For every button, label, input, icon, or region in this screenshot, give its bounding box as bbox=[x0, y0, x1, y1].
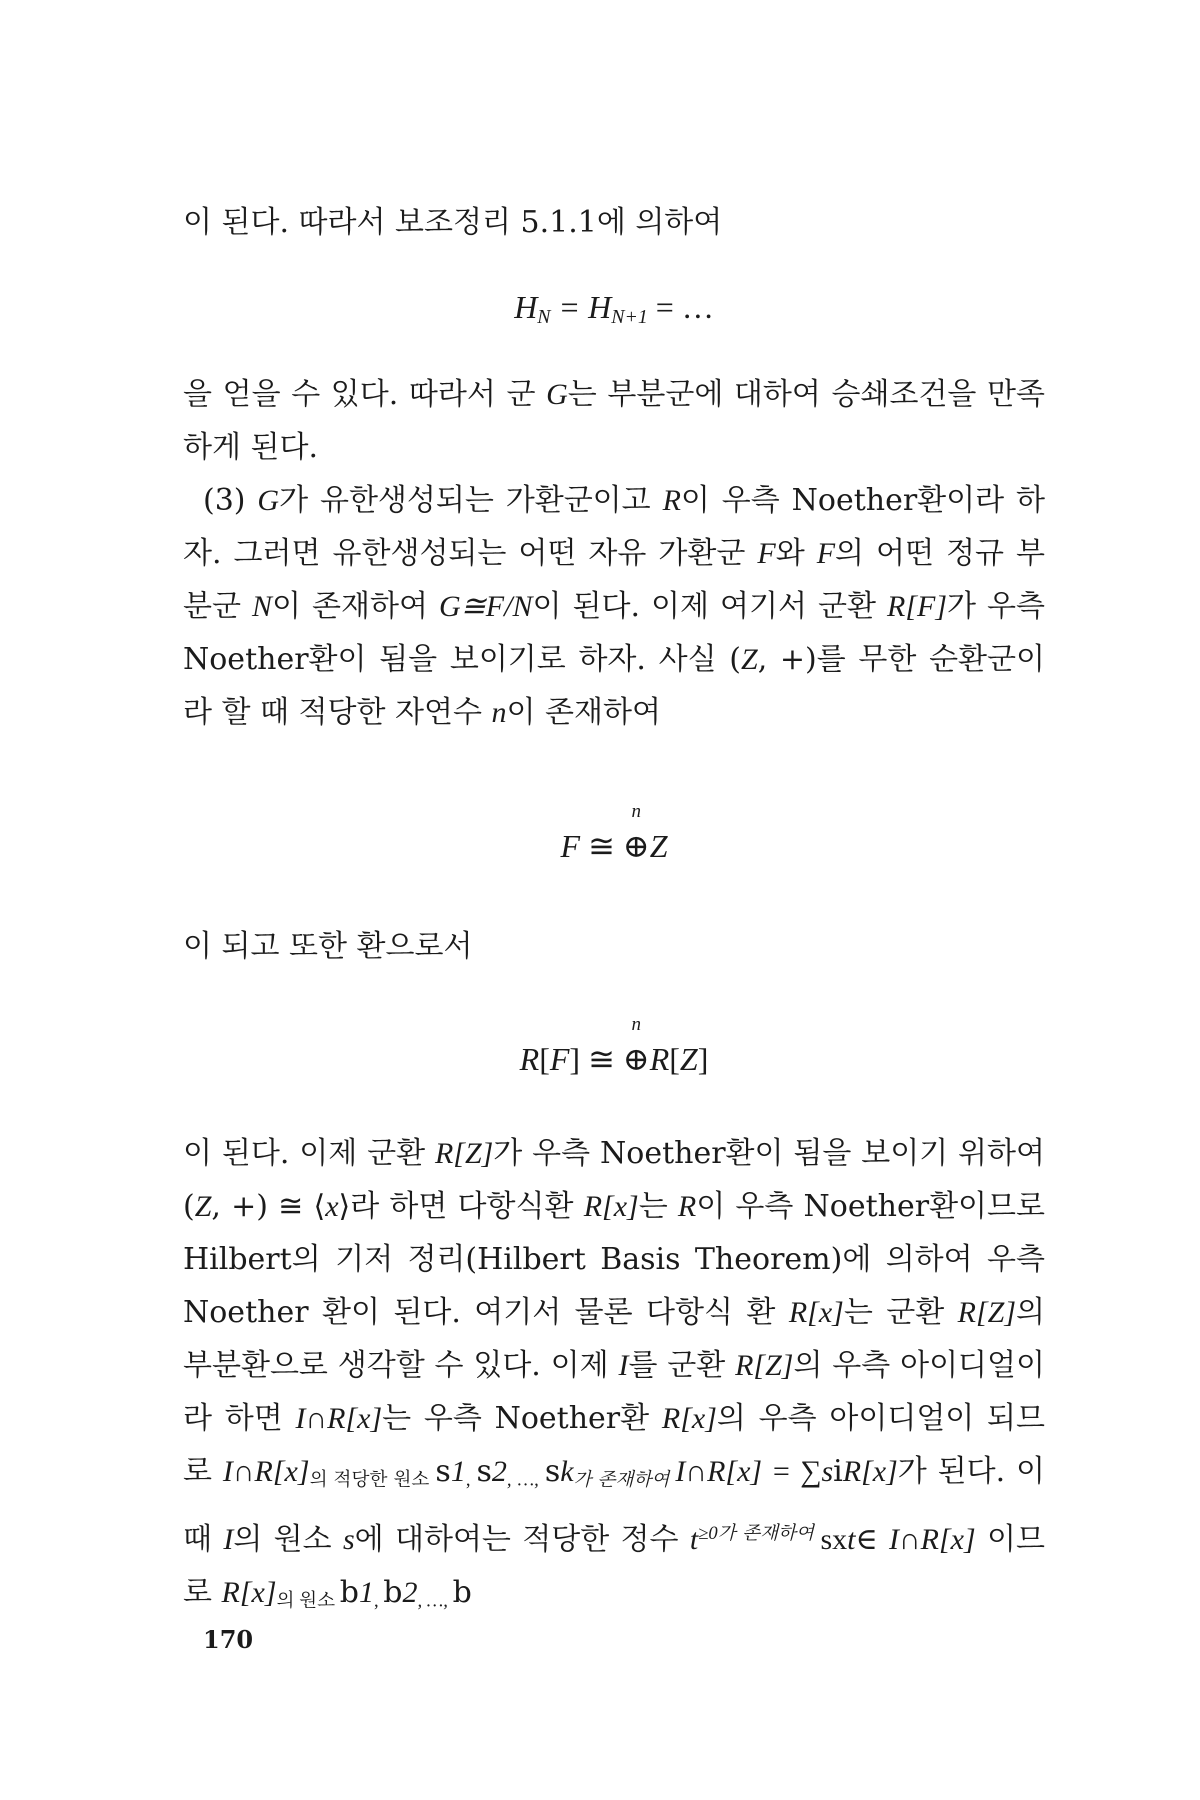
equation-group-ring: R[F] ≅ n ⊕R[Z] bbox=[519, 1014, 709, 1077]
equation-hn: $H_N = H_{N+1}$ = … bbox=[514, 289, 714, 328]
equation-free-group: F ≅ n ⊕Z bbox=[560, 801, 668, 864]
page-number: 170 bbox=[203, 1625, 254, 1654]
paragraph-3: (3) G가 유한생성되는 가환군이고 R이 우측 Noether환이라 하자. 그러면 유한생성되는 어떤 자유 가환군 F와 F의 어떤 정규 부분군 N이 존재하여 G≅F/N이 된다. 이제 여기서 군환 R[F]가 우측 Noether환이 됨을 보이기로 하자. 사실 (Z, +)를 무한 순환군이라 할 때 적당한 자연수 n이 존재하여 bbox=[183, 483, 1046, 730]
paragraph-5: 이 된다. 이제 군환 R[Z]가 우측 Noether환이 됨을 보이기 위하여 (Z, +) ≅ ⟨x⟩라 하면 다항식환 R[x]는 R이 우측 Noether환이므로 Hilbert의 기저 정리(Hilbert Basis Theorem)에 의하여 우측 Noether 환이 된다. 여기서 물론 다항식 환 R[x]는 군환 R[Z]의 부분환으로 생각할 수 있다. 이제 I를 군환 R[Z]의 우측 아이디얼이라 하면 I∩R[x]는 우측 Noether환 R[x]의 우측 아이디얼이 되므로 $I\cap R[x]_{의 적당한 원소}$ $s1_,$ $s2_{, \dots,}$ $sk_{가 존재하여}$ I∩R[x] = ∑siR[x]가 된다. 이때 I의 원소 s에 대하여는 적당한 정수 $t^{\ge 0가 존재하여}$ sxt∈ I∩R[x] 이므로 $R[x]_{의 원소}$ $b1_,$ $b2_{, \dots,}$ b bbox=[183, 1136, 1046, 1612]
paragraph-4: 이 되고 또한 환으로서 bbox=[183, 929, 473, 964]
paragraph-1: 이 된다. 따라서 보조정리 5.1.1에 의하여 bbox=[183, 205, 723, 240]
paragraph-2: 을 얻을 수 있다. 따라서 군 G는 부분군에 대하여 승쇄조건을 만족하게 된다. bbox=[183, 377, 1045, 465]
